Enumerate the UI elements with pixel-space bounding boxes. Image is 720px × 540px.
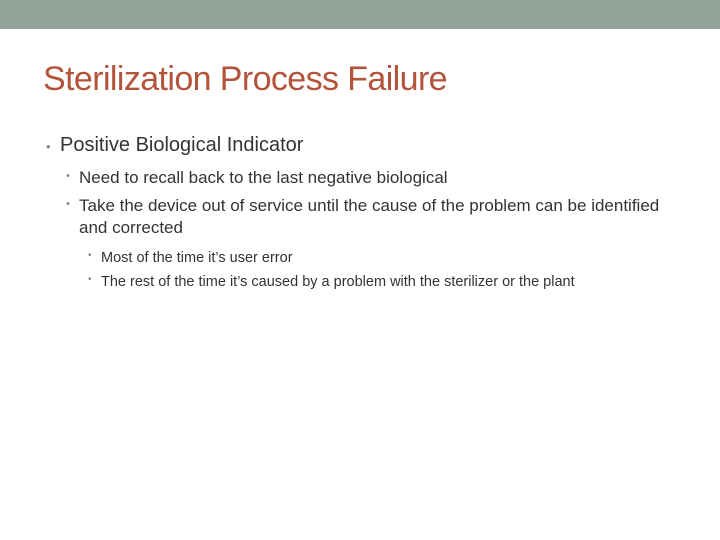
bullet-level3-user-error: Most of the time it’s user error [101, 250, 293, 266]
bullet-icon: • [88, 274, 92, 285]
bullet-icon: • [66, 198, 70, 210]
bullet-icon: • [66, 170, 70, 182]
bullet-level1-positive-indicator: Positive Biological Indicator [60, 134, 304, 156]
bullet-level2-out-of-service: Take the device out of service until the cause of the problem can be identified and corrected [79, 196, 660, 237]
slide-title: Sterilization Process Failure [43, 60, 447, 98]
bullet-icon: • [46, 139, 51, 154]
bullet-level3-sterilizer-problem: The rest of the time it’s caused by a problem with the sterilizer or the plant [101, 274, 575, 290]
bullet-level2-recall: Need to recall back to the last negative biological [79, 168, 448, 187]
bullet-icon: • [88, 250, 92, 261]
